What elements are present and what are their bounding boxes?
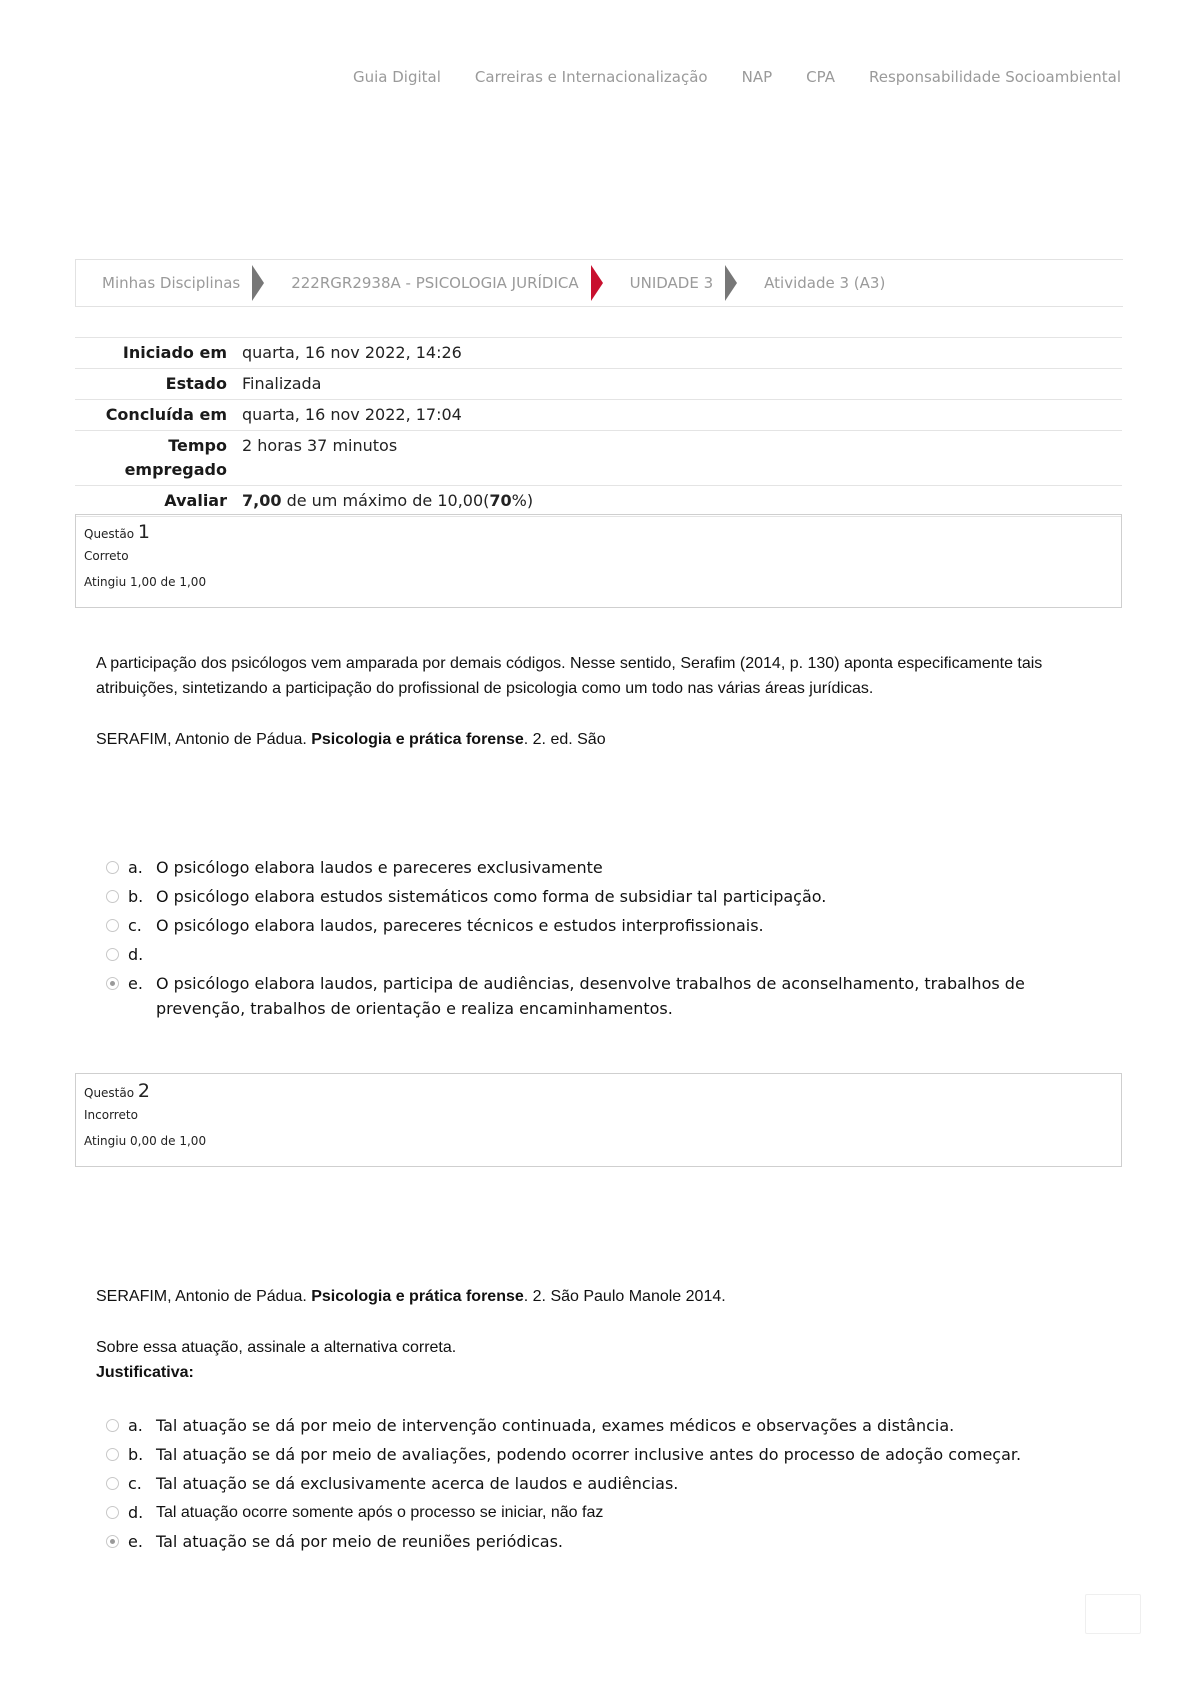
- breadcrumb-activity[interactable]: Atividade 3 (A3): [764, 274, 886, 292]
- time-label-line1: Tempo: [168, 436, 227, 455]
- radio-button[interactable]: [106, 1419, 119, 1432]
- question-text-2: [96, 1284, 1086, 1385]
- attempt-summary: [75, 337, 1122, 517]
- answer-option[interactable]: [106, 913, 1066, 938]
- question-label: Questão: [84, 527, 135, 541]
- answer-list-2: [106, 1413, 1066, 1558]
- back-to-top-button[interactable]: [1085, 1594, 1141, 1634]
- question-info-1: [75, 514, 1122, 608]
- answer-text: O psicólogo elabora laudos e pareceres exclusivamente: [156, 858, 603, 877]
- answer-letter: a.: [128, 1416, 143, 1435]
- nav-responsabilidade[interactable]: Responsabilidade Socioambiental: [868, 68, 1121, 86]
- answer-letter: e.: [128, 974, 143, 993]
- question-number: [84, 1080, 1113, 1102]
- radio-button[interactable]: [106, 1506, 119, 1519]
- nav-guia-digital[interactable]: Guia Digital: [353, 68, 441, 86]
- question-paragraph: A participação dos psicólogos vem amparada por demais códigos. Nesse sentido, Serafim (2014, p. 130) aponta especificamente tais atribuições, sintetizando a participação do profissional de psicologia como um todo nas várias áreas jurídicas.: [96, 655, 1043, 697]
- question-number-value: 1: [137, 521, 151, 543]
- top-navigation: [353, 68, 1121, 86]
- grade-end: %): [511, 491, 534, 510]
- radio-button[interactable]: [106, 919, 119, 932]
- radio-button[interactable]: [106, 861, 119, 874]
- state-label: Estado: [75, 369, 242, 400]
- answer-letter: d.: [128, 945, 144, 964]
- breadcrumb-separator-icon: [591, 265, 603, 301]
- answer-text: Tal atuação se dá por meio de avaliações, podendo ocorrer inclusive antes do processo de adoção começar.: [156, 1445, 1022, 1464]
- radio-button-selected[interactable]: [106, 1535, 119, 1548]
- breadcrumb: [75, 259, 1123, 307]
- started-label: Iniciado em: [75, 338, 242, 369]
- completed-label: Concluída em: [75, 400, 242, 431]
- question-grade: Atingiu 1,00 de 1,00: [84, 575, 207, 589]
- answer-option[interactable]: [106, 942, 1066, 967]
- question-number-value: 2: [137, 1080, 151, 1102]
- answer-option[interactable]: [106, 1500, 1066, 1525]
- reference-author: SERAFIM, Antonio de Pádua.: [96, 731, 312, 748]
- answer-text: O psicólogo elabora laudos, pareceres técnicos e estudos interprofissionais.: [156, 916, 764, 935]
- justification-label: Justificativa:: [96, 1364, 194, 1381]
- radio-button[interactable]: [106, 890, 119, 903]
- breadcrumb-unit[interactable]: UNIDADE 3: [629, 274, 714, 292]
- reference-title: Psicologia e prática forense: [311, 731, 524, 748]
- question-reference: [96, 727, 1086, 752]
- radio-button-selected[interactable]: [106, 977, 119, 990]
- grade-mid: de um máximo de 10,00(: [286, 491, 490, 510]
- breadcrumb-separator-icon: [252, 265, 264, 301]
- answer-option[interactable]: [106, 1413, 1066, 1438]
- time-label: [75, 431, 242, 486]
- nav-carreiras[interactable]: Carreiras e Internacionalização: [474, 68, 708, 86]
- completed-value: quarta, 16 nov 2022, 17:04: [242, 400, 1122, 431]
- question-prompt: Sobre essa atuação, assinale a alternativa correta.: [96, 1339, 457, 1356]
- answer-letter: a.: [128, 858, 143, 877]
- radio-button[interactable]: [106, 1448, 119, 1461]
- reference-details: . 2. São Paulo Manole 2014.: [523, 1288, 726, 1305]
- radio-button[interactable]: [106, 948, 119, 961]
- nav-nap[interactable]: NAP: [741, 68, 773, 86]
- answer-option-selected[interactable]: [106, 971, 1066, 1021]
- question-text-1: [96, 651, 1086, 752]
- answer-text: Tal atuação se dá por meio de reuniões periódicas.: [156, 1532, 564, 1551]
- grade-value: [242, 486, 1122, 517]
- grade-label: Avaliar: [75, 486, 242, 517]
- answer-letter: c.: [128, 1474, 142, 1493]
- state-value: Finalizada: [242, 369, 1122, 400]
- answer-text: Tal atuação ocorre somente após o processo se iniciar, não faz: [156, 1504, 604, 1521]
- nav-cpa[interactable]: CPA: [806, 68, 835, 86]
- answer-letter: c.: [128, 916, 142, 935]
- question-number: [84, 521, 1113, 543]
- question-reference: [96, 1284, 1086, 1309]
- time-value: 2 horas 37 minutos: [242, 431, 1122, 486]
- started-value: quarta, 16 nov 2022, 14:26: [242, 338, 1122, 369]
- answer-option[interactable]: [106, 1442, 1066, 1467]
- question-info-2: [75, 1073, 1122, 1167]
- answer-option[interactable]: [106, 884, 1066, 909]
- question-grade: Atingiu 0,00 de 1,00: [84, 1134, 207, 1148]
- question-status: Incorreto: [84, 1108, 138, 1122]
- question-label: Questão: [84, 1086, 135, 1100]
- radio-button[interactable]: [106, 1477, 119, 1490]
- answer-text: O psicólogo elabora laudos, participa de audiências, desenvolve trabalhos de aconselhamento, trabalhos de prevenção, trabalhos de orientação e realiza encaminhamentos.: [156, 974, 1025, 1018]
- answer-option[interactable]: [106, 1471, 1066, 1496]
- breadcrumb-separator-icon: [725, 265, 737, 301]
- question-status: Correto: [84, 549, 129, 563]
- answer-letter: e.: [128, 1532, 143, 1551]
- reference-details: . 2. ed. São: [523, 731, 606, 748]
- answer-text: Tal atuação se dá por meio de intervenção continuada, exames médicos e observações a distância.: [156, 1416, 955, 1435]
- answer-text: Tal atuação se dá exclusivamente acerca de laudos e audiências.: [156, 1474, 679, 1493]
- answer-letter: d.: [128, 1503, 144, 1522]
- answer-letter: b.: [128, 887, 144, 906]
- answer-text: O psicólogo elabora estudos sistemáticos como forma de subsidiar tal participação.: [156, 887, 827, 906]
- answer-option[interactable]: [106, 855, 1066, 880]
- grade-percent: 70: [489, 491, 512, 510]
- time-label-line2: empregado: [124, 460, 227, 479]
- breadcrumb-course[interactable]: 222RGR2938A - PSICOLOGIA JURÍDICA: [291, 274, 579, 292]
- answer-list-1: [106, 855, 1066, 1025]
- grade-score: 7,00: [242, 491, 282, 510]
- answer-option-selected[interactable]: [106, 1529, 1066, 1554]
- reference-author: SERAFIM, Antonio de Pádua.: [96, 1288, 312, 1305]
- breadcrumb-minhas-disciplinas[interactable]: Minhas Disciplinas: [102, 274, 241, 292]
- reference-title: Psicologia e prática forense: [311, 1288, 524, 1305]
- answer-letter: b.: [128, 1445, 144, 1464]
